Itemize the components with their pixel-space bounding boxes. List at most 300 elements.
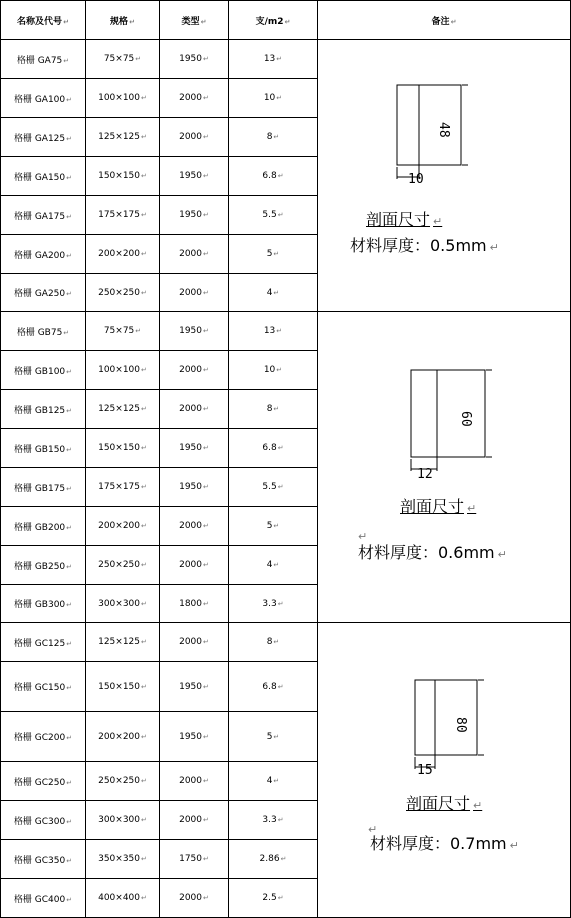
paragraph-mark: ↵: [66, 856, 73, 865]
paragraph-mark: ↵: [141, 366, 147, 374]
paragraph-mark: ↵: [203, 288, 209, 297]
paragraph-mark: ↵: [66, 484, 73, 493]
paragraph-mark: ↵: [277, 483, 284, 491]
section-size-text: 剖面尺寸: [400, 497, 465, 516]
paragraph-mark: ↵: [66, 895, 73, 904]
grille-name-cell-text: 格栅 GB300: [13, 600, 66, 610]
grille-name-cell-text: 格栅 GB200: [13, 522, 66, 533]
grille-type-cell: [160, 196, 229, 235]
paragraph-mark: ↵: [203, 599, 209, 608]
grille-spec-cell-text: 75×75: [103, 54, 135, 64]
paragraph-mark: ↵: [63, 328, 70, 337]
paragraph-mark: ↵: [489, 241, 499, 254]
paragraph-mark: ↵: [66, 290, 73, 298]
material-thickness-caption: [370, 831, 519, 854]
grille-spec-cell: [86, 662, 160, 712]
grille-qty-cell-text: 3.3: [262, 815, 277, 825]
grille-type-cell: [160, 390, 229, 429]
paragraph-mark: ↵: [276, 327, 283, 335]
paragraph-mark: ↵: [141, 444, 147, 452]
paragraph-mark: ↵: [135, 327, 142, 335]
paragraph-mark: ↵: [141, 777, 147, 785]
grille-name-cell: [1, 196, 86, 235]
width-dimension-label: 12: [417, 467, 433, 482]
grille-spec-cell-text: 200×200: [98, 249, 141, 259]
paragraph-mark: ↵: [203, 366, 209, 374]
grille-name-cell: [1, 235, 86, 274]
paragraph-mark: ↵: [66, 212, 73, 221]
paragraph-mark: ↵: [203, 732, 209, 741]
profile-outline: [397, 85, 461, 165]
paragraph-mark: ↵: [273, 133, 280, 141]
grille-type-cell-text: 1950: [179, 681, 203, 692]
section-size-caption: [400, 494, 476, 517]
paragraph-mark: ↵: [273, 732, 280, 741]
paragraph-mark: ↵: [203, 682, 209, 691]
grille-qty-cell: [229, 840, 318, 879]
grille-name-cell-text: 格栅 GA175: [13, 211, 66, 222]
cross-section-drawing: [318, 623, 570, 918]
grille-type-cell: [160, 468, 229, 507]
grille-spec-cell: [86, 351, 160, 390]
grille-spec-cell: [86, 390, 160, 429]
paragraph-mark: ↵: [277, 211, 284, 219]
grille-spec-cell: [86, 712, 160, 762]
paragraph-mark: ↵: [203, 327, 209, 335]
paragraph-mark: ↵: [277, 816, 284, 824]
grille-type-cell: [160, 235, 229, 274]
paragraph-mark: ↵: [141, 172, 147, 180]
grille-name-cell-text: 格栅 GC300: [13, 816, 66, 827]
grille-name-cell-text: 格栅 GB175: [13, 483, 66, 494]
section-size-text: 剖面尺寸: [406, 794, 471, 813]
grille-type-cell: [160, 879, 229, 918]
grille-type-cell-text: 2000: [179, 560, 203, 570]
grille-type-cell: [160, 662, 229, 712]
paragraph-mark: ↵: [277, 599, 284, 608]
grille-qty-cell-text: 6.8: [262, 443, 277, 453]
paragraph-mark: ↵: [203, 894, 209, 902]
cross-section-drawing: [318, 312, 570, 623]
grille-type-cell-text: 1950: [179, 443, 203, 453]
table-row: [1, 623, 571, 662]
grille-type-cell-text: 2000: [179, 815, 203, 825]
grille-name-cell: [1, 390, 86, 429]
material-thickness-text: 材料厚度：0.5mm: [350, 236, 487, 255]
grille-name-cell-text: 格栅 GB150: [13, 444, 66, 455]
paragraph-mark: ↵: [66, 134, 73, 143]
table-row: [1, 312, 571, 351]
grille-spec-cell: [86, 274, 160, 312]
paragraph-mark: ↵: [141, 522, 147, 530]
header-name: 名称及代号↵: [1, 1, 86, 40]
paragraph-mark: ↵: [203, 405, 209, 413]
paragraph-mark: ↵: [66, 639, 73, 648]
grille-qty-cell: [229, 390, 318, 429]
grille-qty-cell-text: 5: [266, 521, 273, 531]
grille-type-cell-text: 2000: [179, 893, 203, 903]
paragraph-mark: ↵: [433, 215, 443, 228]
note-cell: [318, 312, 571, 623]
grille-qty-cell: [229, 351, 318, 390]
paragraph-mark: ↵: [63, 56, 70, 65]
grille-name-cell: [1, 429, 86, 468]
grille-qty-cell: [229, 507, 318, 546]
grille-name-cell: [1, 623, 86, 662]
width-dimension-label: 15: [417, 763, 433, 778]
grille-name-cell: [1, 546, 86, 585]
grille-qty-cell-text: 13: [263, 54, 276, 64]
grille-qty-cell-text: 5: [266, 249, 273, 259]
grille-spec-cell: [86, 79, 160, 118]
paragraph-mark: ↵: [66, 601, 73, 609]
paragraph-mark: ↵: [66, 445, 73, 454]
paragraph-mark: ↵: [66, 406, 73, 415]
grille-qty-cell: [229, 274, 318, 312]
grille-type-cell: [160, 429, 229, 468]
paragraph-mark: ↵: [141, 250, 147, 258]
grille-name-cell-text: 格栅 GA250: [13, 289, 66, 299]
grille-type-cell: [160, 312, 229, 351]
grille-qty-cell-text: 2.86: [259, 854, 280, 864]
grille-qty-cell: [229, 879, 318, 918]
grille-spec-cell-text: 250×250: [98, 287, 141, 298]
grille-name-cell: [1, 351, 86, 390]
grille-qty-cell-text: 10: [263, 365, 276, 375]
grille-qty-cell: [229, 762, 318, 801]
note-cell: [318, 623, 571, 918]
grille-spec-cell: [86, 879, 160, 918]
paragraph-mark: ↵: [141, 638, 147, 646]
paragraph-mark: ↵: [509, 839, 519, 852]
grille-qty-cell: [229, 429, 318, 468]
header-spec: 规格↵: [86, 1, 160, 40]
grille-name-cell-text: 格栅 GC150: [13, 683, 66, 693]
paragraph-mark: ↵: [203, 133, 209, 141]
grille-spec-cell: [86, 840, 160, 879]
grille-type-cell: [160, 801, 229, 840]
grille-name-cell-text: 格栅 GC400: [13, 894, 66, 905]
grille-qty-cell: [229, 312, 318, 351]
paragraph-mark: ↵: [273, 288, 280, 297]
paragraph-mark: ↵: [141, 133, 147, 141]
grille-qty-cell: [229, 585, 318, 623]
paragraph-mark: ↵: [66, 817, 73, 826]
grille-qty-cell: [229, 546, 318, 585]
grille-type-cell: [160, 840, 229, 879]
paragraph-mark: ↵: [203, 855, 209, 863]
paragraph-mark: ↵: [141, 894, 147, 902]
grille-spec-cell-text: 250×250: [98, 560, 141, 570]
paragraph-mark: ↵: [66, 251, 73, 260]
paragraph-mark: ↵: [66, 367, 73, 376]
grille-qty-cell: [229, 468, 318, 507]
grille-qty-cell-text: 5.5: [262, 482, 277, 492]
grille-name-cell: [1, 801, 86, 840]
grille-name-cell: [1, 762, 86, 801]
grille-type-cell: [160, 762, 229, 801]
grille-qty-cell-text: 4: [266, 776, 273, 786]
grille-type-cell-text: 1950: [179, 326, 203, 336]
paragraph-mark: ↵: [66, 778, 73, 787]
grille-spec-cell-text: 100×100: [98, 365, 141, 375]
grille-spec-cell-text: 200×200: [98, 521, 141, 531]
paragraph-mark: ↵: [276, 94, 283, 102]
grille-name-cell-text: 格栅 GA150: [13, 172, 66, 183]
grille-name-cell-text: 格栅 GC350: [13, 855, 66, 866]
paragraph-mark: ↵: [273, 250, 280, 258]
grille-spec-cell-text: 125×125: [98, 637, 141, 647]
grille-spec-cell-text: 175×175: [98, 210, 141, 220]
grille-spec-cell-text: 125×125: [98, 132, 141, 142]
grille-type-cell-text: 2000: [179, 404, 203, 414]
grille-spec-cell: [86, 801, 160, 840]
paragraph-mark: ↵: [203, 522, 209, 530]
grille-type-cell: [160, 585, 229, 623]
paragraph-mark: ↵: [141, 599, 147, 608]
paragraph-mark: ↵: [497, 548, 507, 561]
grille-name-cell: [1, 585, 86, 623]
grille-name-cell: [1, 468, 86, 507]
paragraph-mark: ↵: [277, 444, 284, 452]
grille-spec-cell-text: 175×175: [98, 482, 141, 492]
grille-spec-cell: [86, 585, 160, 623]
grille-name-cell-text: 格栅 GA200: [13, 250, 66, 261]
height-dimension-label: 60: [458, 411, 473, 427]
paragraph-mark: ↵: [66, 173, 73, 182]
grille-name-cell: [1, 118, 86, 157]
paragraph-mark: ↵: [203, 94, 209, 102]
grille-qty-cell: [229, 623, 318, 662]
grille-spec-cell-text: 300×300: [98, 815, 141, 825]
grille-spec-cell-text: 150×150: [98, 171, 141, 181]
material-thickness-caption: [358, 540, 507, 563]
grille-name-cell: [1, 840, 86, 879]
grille-spec-cell: [86, 118, 160, 157]
grille-name-cell: [1, 40, 86, 79]
paragraph-mark: ↵: [277, 682, 284, 691]
grille-type-cell-text: 2000: [179, 287, 203, 298]
grille-qty-cell-text: 8: [266, 637, 273, 647]
grille-spec-cell: [86, 235, 160, 274]
grille-spec-cell-text: 350×350: [98, 854, 141, 864]
grille-spec-cell: [86, 762, 160, 801]
paragraph-mark: ↵: [203, 816, 209, 824]
grille-type-cell: [160, 79, 229, 118]
grille-qty-cell-text: 10: [263, 93, 276, 103]
material-thickness-caption: [350, 233, 499, 256]
paragraph-mark: ↵: [66, 684, 73, 692]
header-type: 类型↵: [160, 1, 229, 40]
material-thickness-text: 材料厚度：0.6mm: [358, 543, 495, 562]
grille-spec-cell: [86, 507, 160, 546]
grille-spec-cell: [86, 546, 160, 585]
grille-type-cell: [160, 546, 229, 585]
grille-spec-cell-text: 400×400: [98, 893, 141, 903]
grille-qty-cell: [229, 157, 318, 196]
grille-name-cell-text: 格栅 GB250: [13, 561, 66, 572]
grille-spec-cell: [86, 40, 160, 79]
grille-name-cell-text: 格栅 GC125: [13, 638, 66, 649]
grille-name-cell: [1, 507, 86, 546]
header-note: 备注↵: [318, 1, 571, 40]
grille-type-cell: [160, 118, 229, 157]
grille-qty-cell: [229, 712, 318, 762]
grille-name-cell-text: 格栅 GB75: [16, 327, 63, 338]
paragraph-mark: ↵: [141, 211, 147, 219]
paragraph-mark: ↵: [141, 682, 147, 691]
paragraph-mark: ↵: [203, 483, 209, 491]
grille-type-cell: [160, 507, 229, 546]
grille-name-cell: [1, 274, 86, 312]
paragraph-mark: ↵: [467, 502, 477, 515]
grille-spec-cell-text: 75×75: [103, 326, 135, 336]
grille-name-cell: [1, 879, 86, 918]
grille-name-cell-text: 格栅 GB100: [13, 366, 66, 377]
grille-qty-cell: [229, 40, 318, 79]
paragraph-mark: ↵: [141, 405, 147, 413]
grille-type-cell-text: 1950: [179, 482, 203, 492]
note-cell: [318, 40, 571, 312]
height-dimension-label: 80: [453, 717, 468, 733]
grille-type-cell-text: 1950: [179, 210, 203, 220]
grille-qty-cell-text: 5: [266, 731, 273, 742]
paragraph-mark: ↵: [203, 561, 209, 569]
grille-type-cell-text: 2000: [179, 521, 203, 531]
paragraph-mark: ↵: [141, 561, 147, 569]
grille-qty-cell-text: 6.8: [262, 681, 277, 692]
grille-spec-cell: [86, 196, 160, 235]
grille-type-cell: [160, 712, 229, 762]
grille-qty-cell-text: 4: [266, 560, 273, 570]
grille-type-cell-text: 2000: [179, 93, 203, 103]
paragraph-mark: ↵: [277, 894, 284, 902]
grille-name-cell-text: 格栅 GB125: [13, 405, 66, 416]
grille-qty-cell-text: 5.5: [262, 210, 277, 220]
paragraph-mark: ↵: [66, 523, 73, 532]
width-dimension-label: 10: [408, 172, 424, 187]
section-size-caption: [366, 207, 442, 230]
grille-type-cell-text: 2000: [179, 365, 203, 375]
paragraph-mark: ↵: [135, 55, 142, 63]
paragraph-mark: ↵: [203, 172, 209, 180]
grille-type-cell-text: 1750: [179, 854, 203, 864]
grille-qty-cell-text: 2.5: [262, 893, 277, 903]
table-row: [1, 40, 571, 79]
paragraph-mark: ↵: [276, 55, 283, 63]
header-qty: 支/m2↵: [229, 1, 318, 40]
grille-spec-cell: [86, 623, 160, 662]
paragraph-mark: ↵: [358, 530, 368, 543]
paragraph-mark: ↵: [280, 855, 287, 863]
paragraph-mark: ↵: [273, 522, 280, 530]
profile-outline: [411, 370, 485, 457]
grille-type-cell: [160, 274, 229, 312]
grille-qty-cell-text: 8: [266, 132, 273, 142]
grille-name-cell: [1, 662, 86, 712]
grille-qty-cell-text: 3.3: [262, 598, 277, 609]
grille-type-cell-text: 1800: [179, 598, 203, 609]
material-thickness-text: 材料厚度：0.7mm: [370, 834, 507, 853]
paragraph-mark: ↵: [203, 55, 209, 63]
paragraph-mark: ↵: [141, 732, 147, 741]
grille-type-cell-text: 2000: [179, 132, 203, 142]
grille-type-cell-text: 2000: [179, 637, 203, 647]
paragraph-mark: ↵: [66, 562, 73, 571]
grille-spec-cell-text: 200×200: [98, 731, 141, 742]
grille-name-cell: [1, 157, 86, 196]
grille-spec-cell: [86, 468, 160, 507]
grille-spec-cell: [86, 429, 160, 468]
grille-name-cell-text: 格栅 GA125: [13, 133, 66, 144]
paragraph-mark: ↵: [141, 483, 147, 491]
paragraph-mark: ↵: [473, 799, 483, 812]
grille-qty-cell: [229, 235, 318, 274]
paragraph-mark: ↵: [276, 366, 283, 374]
grille-type-cell-text: 2000: [179, 776, 203, 786]
grille-name-cell-text: 格栅 GC250: [13, 777, 66, 788]
paragraph-mark: ↵: [141, 816, 147, 824]
paragraph-mark: ↵: [66, 95, 73, 104]
grille-qty-cell-text: 8: [266, 404, 273, 414]
grille-name-cell-text: 格栅 GA75: [16, 55, 63, 66]
grille-name-cell: [1, 79, 86, 118]
paragraph-mark: ↵: [273, 405, 280, 413]
paragraph-mark: ↵: [203, 250, 209, 258]
grille-type-cell-text: 1950: [179, 171, 203, 181]
grille-spec-cell-text: 250×250: [98, 776, 141, 786]
paragraph-mark: ↵: [141, 855, 147, 863]
grille-name-cell: [1, 312, 86, 351]
grille-qty-cell: [229, 79, 318, 118]
grille-type-cell-text: 1950: [179, 54, 203, 64]
header-row: [1, 1, 571, 40]
paragraph-mark: ↵: [203, 777, 209, 785]
section-size-caption: [406, 791, 482, 814]
grille-spec-cell: [86, 157, 160, 196]
grille-spec-cell-text: 300×300: [98, 598, 141, 609]
grille-qty-cell: [229, 196, 318, 235]
grille-qty-cell-text: 6.8: [262, 171, 277, 181]
grille-type-cell: [160, 40, 229, 79]
grille-name-cell: [1, 712, 86, 762]
grille-spec-cell: [86, 312, 160, 351]
grille-qty-cell: [229, 662, 318, 712]
cross-section-drawing: [318, 40, 570, 312]
grille-type-cell: [160, 623, 229, 662]
grille-qty-cell: [229, 801, 318, 840]
height-dimension-label: 48: [436, 122, 451, 138]
paragraph-mark: ↵: [203, 211, 209, 219]
paragraph-mark: ↵: [203, 444, 209, 452]
grille-type-cell: [160, 351, 229, 390]
grille-type-cell: [160, 157, 229, 196]
section-size-text: 剖面尺寸: [366, 210, 431, 229]
grille-qty-cell-text: 4: [266, 287, 273, 298]
grille-spec-cell-text: 150×150: [98, 681, 141, 692]
grille-spec-cell-text: 125×125: [98, 404, 141, 414]
paragraph-mark: ↵: [203, 638, 209, 646]
paragraph-mark: ↵: [368, 823, 378, 836]
grille-spec-cell-text: 100×100: [98, 93, 141, 103]
paragraph-mark: ↵: [273, 777, 280, 785]
paragraph-mark: ↵: [273, 638, 280, 646]
grille-spec-cell-text: 150×150: [98, 443, 141, 453]
grille-qty-cell: [229, 118, 318, 157]
paragraph-mark: ↵: [66, 734, 73, 742]
paragraph-mark: ↵: [277, 172, 284, 180]
grille-type-cell-text: 1950: [179, 731, 203, 742]
